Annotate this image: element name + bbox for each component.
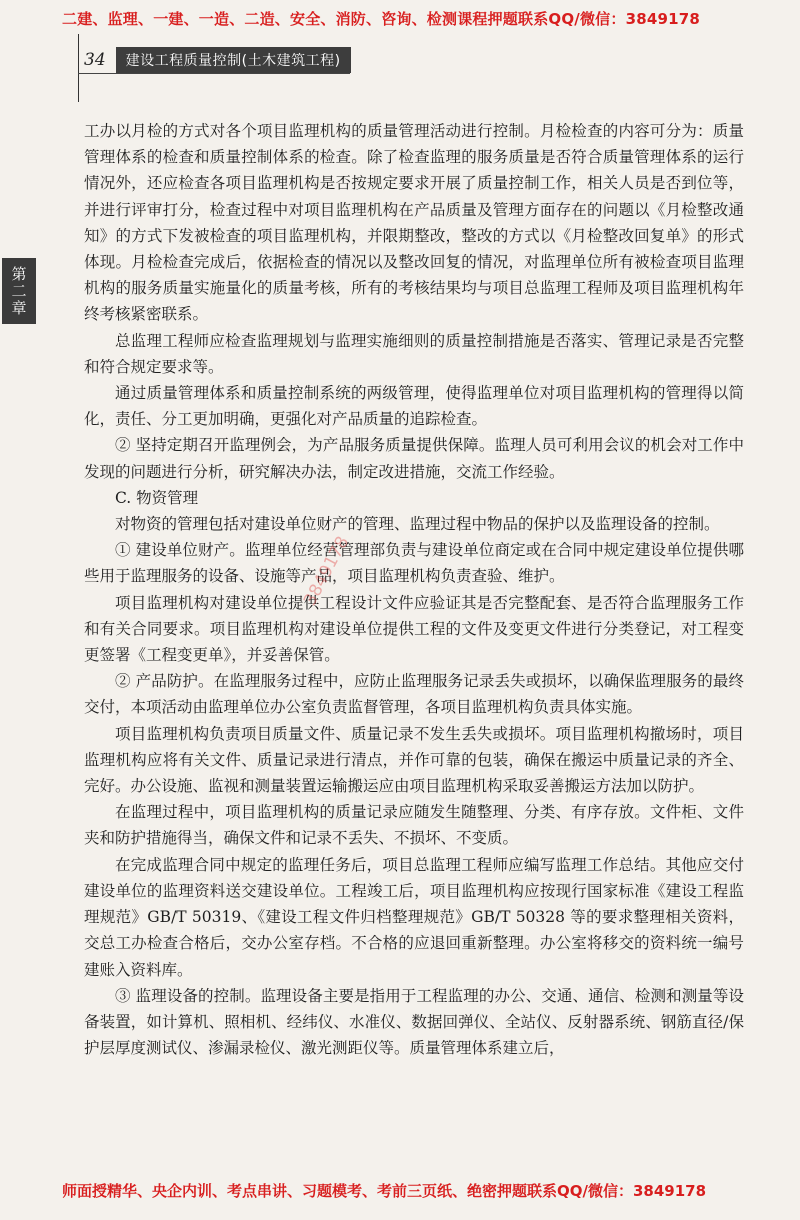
top-promo-banner: 二建、监理、一建、一造、二造、安全、消防、咨询、检测课程押题联系QQ/微信：3849178: [62, 10, 701, 28]
watermark: 3849178: [300, 533, 354, 610]
bottom-promo-banner: 师面授精华、央企内训、考点串讲、习题模考、考前三页纸、绝密押题联系QQ/微信：3849178: [62, 1182, 707, 1200]
chapter-tab: 第二章: [2, 258, 36, 324]
body-text: [84, 118, 744, 1061]
paragraph: ② 产品防护。在监理服务过程中，应防止监理服务记录丢失或损坏，以确保监理服务的最终交付，本项活动由监理单位办公室负责监督管理，各项目监理机构负责具体实施。: [84, 672, 744, 717]
header-rule: [78, 73, 350, 74]
paragraph: 总监理工程师应检查监理规划与监理实施细则的质量控制措施是否落实、管理记录是否完整和符合规定要求等。: [84, 331, 744, 376]
page-header: [84, 48, 351, 72]
section-heading: C. 物资管理: [115, 488, 199, 507]
paragraph: 项目监理机构负责项目质量文件、质量记录不发生丢失或损坏。项目监理机构撤场时，项目监理机构应将有关文件、质量记录进行清点，并作可靠的包装，确保在搬运中质量记录的齐全、完好。办公设施、监视和测量装置运输搬运应由项目监理机构采取妥善搬运方法加以防护。: [84, 724, 744, 796]
paragraph: 在监理过程中，项目监理机构的质量记录应随发生随整理、分类、有序存放。文件柜、文件夹和防护措施得当，确保文件和记录不丢失、不损坏、不变质。: [84, 803, 744, 848]
running-header-title: 建设工程质量控制(土木建筑工程): [116, 47, 351, 73]
paragraph: 项目监理机构对建设单位提供工程设计文件应验证其是否完整配套、是否符合监理服务工作和有关合同要求。项目监理机构对建设单位提供工程的文件及变更文件进行分类登记，对工程变更签署《工程变更单》，并妥善保管。: [84, 593, 744, 665]
paragraph: ③ 监理设备的控制。监理设备主要是指用于工程监理的办公、交通、通信、检测和测量等设备装置，如计算机、照相机、经纬仪、水准仪、数据回弹仪、全站仪、反射器系统、钢筋直径/保护层厚度测试仪、渗漏录检仪、激光测距仪等。质量管理体系建立后，: [84, 986, 744, 1058]
paragraph: 对物资的管理包括对建设单位财产的管理、监理过程中物品的保护以及监理设备的控制。: [115, 515, 720, 534]
paragraph: ② 坚持定期召开监理例会，为产品服务质量提供保障。监理人员可利用会议的机会对工作中发现的问题进行分析，研究解决办法，制定改进措施，交流工作经验。: [84, 436, 744, 481]
paragraph: 在完成监理合同中规定的监理任务后，项目总监理工程师应编写监理工作总结。其他应交付建设单位的监理资料送交建设单位。工程竣工后，项目监理机构应按现行国家标准《建设工程监理规范》GB/T 50319、《建设工程文件归档整理规范》GB/T 50328 等的要求整理相关资料，交总工办检查合格后，交办公室存档。不合格的应退回重新整理。办公室将移交的资料统一编号建账入资料库。: [84, 855, 744, 979]
paragraph: ① 建设单位财产。监理单位经营管理部负责与建设单位商定或在合同中规定建设单位提供哪些用于监理服务的设备、设施等产品，项目监理机构负责查验、维护。: [84, 541, 744, 586]
paragraph: 工办以月检的方式对各个项目监理机构的质量管理活动进行控制。月检检查的内容可分为：质量管理体系的检查和质量控制体系的检查。除了检查监理的服务质量是否符合质量管理体系的运行情况外，还应检查各项目监理机构是否按规定要求开展了质量控制工作，相关人员是否到位等，并进行评审打分，检查过程中对项目监理机构在产品质量及管理方面存在的问题以《月检整改通知》的方式下发被检查的项目监理机构，并限期整改，整改的方式以《月检整改回复单》的形式体现。月检检查完成后，依据检查的情况以及整改回复的情况，对监理单位所有被检查项目监理机构的服务质量实施量化的质量考核，所有的考核结果均与项目总监理工程师及项目监理机构年终考核紧密联系。: [84, 122, 744, 324]
paragraph: 通过质量管理体系和质量控制系统的两级管理，使得监理单位对项目监理机构的管理得以简化，责任、分工更加明确，更强化对产品质量的追踪检查。: [84, 384, 744, 429]
page-number: 34: [84, 50, 106, 70]
margin-vertical-rule: [78, 34, 79, 102]
